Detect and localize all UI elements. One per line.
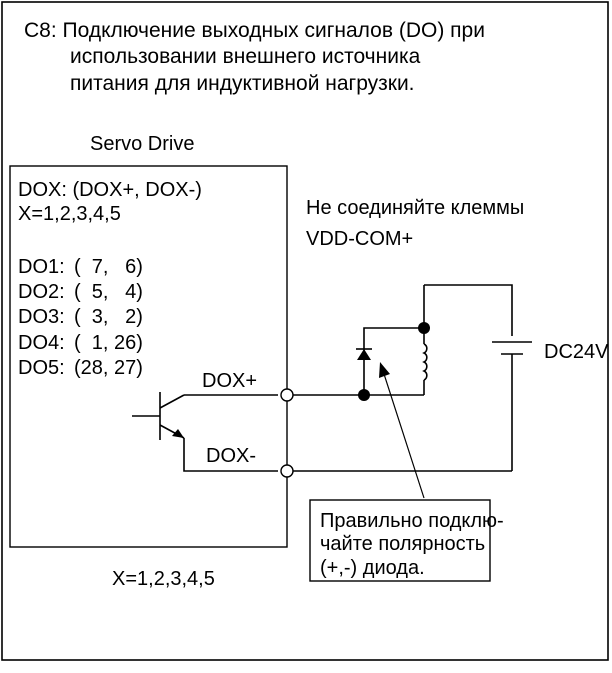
pin-value-do3: ( 3, 2) xyxy=(74,306,143,328)
pin-value-do4: ( 1, 26) xyxy=(74,332,143,354)
callout-line-3: (+,-) диода. xyxy=(320,557,425,579)
dox-plus-label: DOX+ xyxy=(202,370,258,392)
pin-value-do1: ( 7, 6) xyxy=(74,256,143,278)
callout-leader-line xyxy=(384,374,424,498)
dox-minus-label: DOX- xyxy=(206,445,256,467)
diode-triangle xyxy=(357,349,371,360)
title-line-2: использовании внешнего источника xyxy=(70,45,421,68)
outer-border xyxy=(2,2,608,660)
note-vdd-line-2: VDD-COM+ xyxy=(306,228,414,250)
title-line-3: питания для индуктивной нагрузки. xyxy=(70,72,415,95)
pin-value-do2: ( 5, 4) xyxy=(74,281,143,303)
pin-table xyxy=(18,256,143,379)
dc-supply-label: DC24V xyxy=(544,341,609,363)
title-line-1: C8: Подключение выходных сигналов (DO) при xyxy=(24,19,485,42)
coil-icon xyxy=(424,344,427,380)
wire-supply-positive xyxy=(424,285,512,336)
pin-name-do4: DO4: xyxy=(18,332,65,354)
x-range-footer: X=1,2,3,4,5 xyxy=(112,568,215,590)
transistor-collector xyxy=(160,395,184,408)
pin-name-do5: DO5: xyxy=(18,357,65,379)
terminal-dox-minus xyxy=(281,465,293,477)
callout-line-2: чайте полярность xyxy=(320,533,486,555)
terminal-dox-plus xyxy=(281,389,293,401)
pin-name-do2: DO2: xyxy=(18,281,65,303)
junction-dot-bottom xyxy=(358,389,370,401)
callout-line-1: Правильно подклю- xyxy=(320,510,504,532)
pin-value-do5: (28, 27) xyxy=(74,357,143,379)
servo-drive-label: Servo Drive xyxy=(90,133,195,155)
transistor-symbol xyxy=(132,392,278,471)
emitter-arrow-icon xyxy=(172,429,184,438)
dox-definition: DOX: (DOX+, DOX-) xyxy=(18,179,202,201)
note-vdd-line-1: Не соединяйте клеммы xyxy=(306,197,525,219)
junction-dot-top xyxy=(418,322,430,334)
wire-diode-branch xyxy=(364,328,424,395)
pin-name-do3: DO3: xyxy=(18,306,65,328)
pin-name-do1: DO1: xyxy=(18,256,65,278)
callout-arrow-icon xyxy=(379,362,390,378)
x-range-inner: X=1,2,3,4,5 xyxy=(18,203,121,225)
